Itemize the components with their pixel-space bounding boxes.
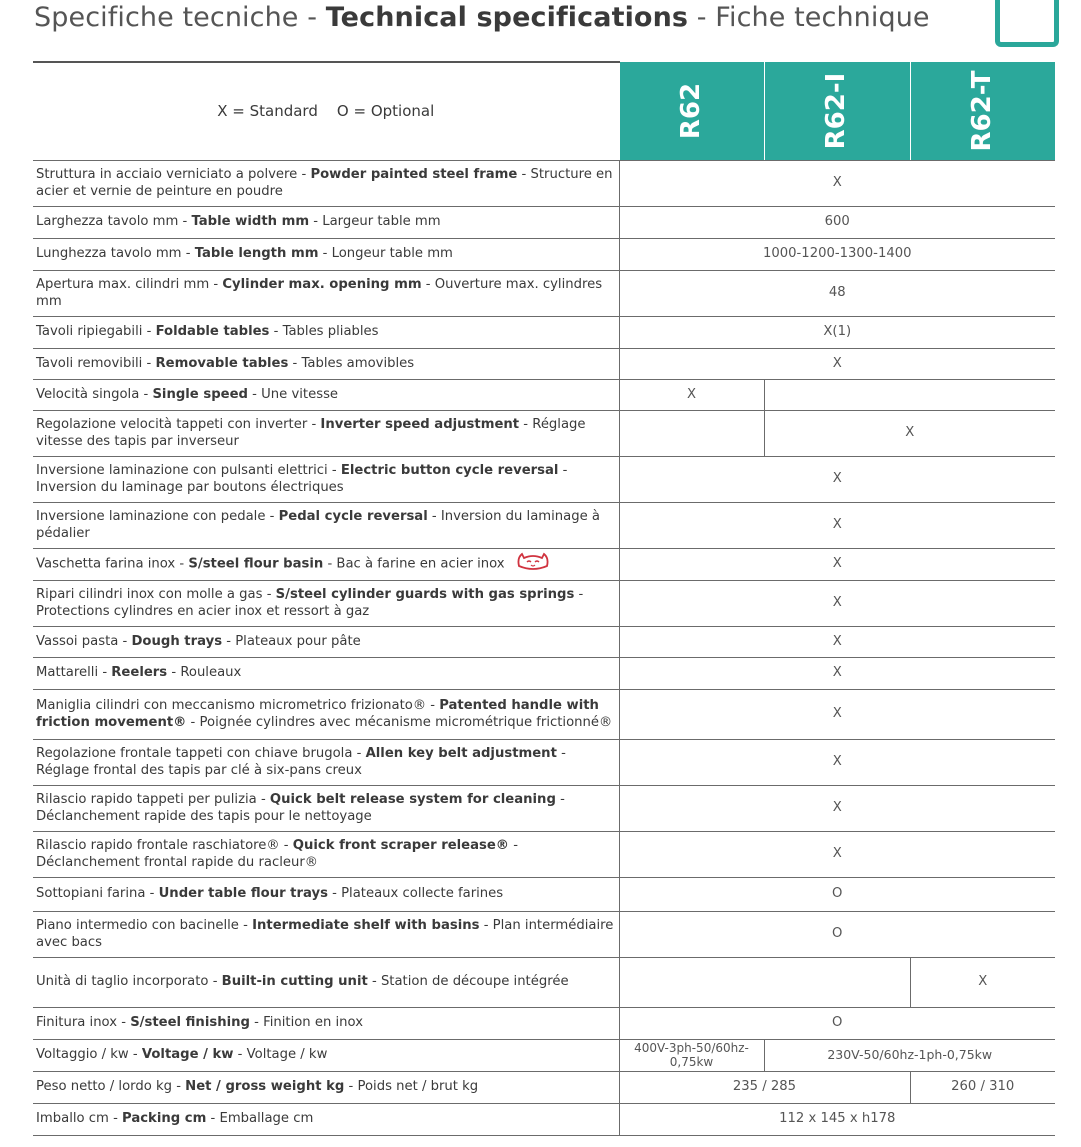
row-description: Sottopiani farina - Under table flour trays - Plateaux collecte farines [33,877,619,911]
row-value: X [619,657,1055,689]
spec-table [33,61,1055,1136]
table-row [33,626,1055,657]
row-value: X [619,502,1055,548]
row-value [619,410,764,456]
table-row [33,502,1055,548]
model-header-r62-t: R62-T [910,62,1055,160]
row-value: X [619,689,1055,739]
row-value [764,379,1055,410]
corner-decoration [995,0,1059,47]
table-header-row [33,62,1055,160]
model-header-r62-i: R62-I [764,62,910,160]
table-row [33,831,1055,877]
row-value: X [619,456,1055,502]
row-description: Larghezza tavolo mm - Table width mm - Largeur table mm [33,206,619,238]
row-value: 230V-50/60hz-1ph-0,75kw [764,1039,1055,1071]
table-row [33,238,1055,270]
row-value: O [619,877,1055,911]
table-row [33,348,1055,379]
row-description: Piano intermedio con bacinelle - Intermediate shelf with basins - Plan intermédiaire avec bacs [33,911,619,957]
row-value: X [619,348,1055,379]
table-row [33,580,1055,626]
row-value: O [619,911,1055,957]
table-row [33,1007,1055,1039]
table-row [33,689,1055,739]
row-description: Apertura max. cilindri mm - Cylinder max. opening mm - Ouverture max. cylindres mm [33,270,619,316]
table-row [33,548,1055,580]
legend-cell: X = Standard O = Optional [33,62,619,160]
row-value: X [619,160,1055,206]
model-header-r62: R62 [619,62,764,160]
table-row [33,957,1055,1007]
row-description: Tavoli removibili - Removable tables - Tables amovibles [33,348,619,379]
row-description: Unità di taglio incorporato - Built-in cutting unit - Station de découpe intégrée [33,957,619,1007]
row-value: X [619,785,1055,831]
row-value: X [619,379,764,410]
row-description: Maniglia cilindri con meccanismo micrometrico frizionato® - Patented handle with friction movement® - Poignée cylindres avec mécanisme micrométrique frictionné® [33,689,619,739]
table-row [33,316,1055,348]
row-description: Imballo cm - Packing cm - Emballage cm [33,1103,619,1135]
table-row [33,739,1055,785]
row-description: Rilascio rapido frontale raschiatore® - Quick front scraper release® - Déclanchement frontal rapide du racleur® [33,831,619,877]
row-value [619,957,910,1007]
row-description: Regolazione frontale tappeti con chiave brugola - Allen key belt adjustment - Réglage frontal des tapis par clé à six-pans creux [33,739,619,785]
table-row [33,877,1055,911]
row-description: Lunghezza tavolo mm - Table length mm - Longeur table mm [33,238,619,270]
row-description: Ripari cilindri inox con molle a gas - S/steel cylinder guards with gas springs - Protections cylindres en acier inox et ressort à gaz [33,580,619,626]
row-value: O [619,1007,1055,1039]
row-description: Velocità singola - Single speed - Une vitesse [33,379,619,410]
table-row [33,1103,1055,1135]
row-value: X [619,831,1055,877]
row-description: Struttura in acciaio verniciato a polvere - Powder painted steel frame - Structure en acier et vernie de peinture en poudre [33,160,619,206]
table-row [33,456,1055,502]
row-value: X [619,580,1055,626]
row-value: 1000-1200-1300-1400 [619,238,1055,270]
row-value: X(1) [619,316,1055,348]
row-description: Peso netto / lordo kg - Net / gross weight kg - Poids net / brut kg [33,1071,619,1103]
row-description: Tavoli ripiegabili - Foldable tables - Tables pliables [33,316,619,348]
cat-icon [515,551,551,576]
row-value: 400V-3ph-50/60hz-0,75kw [619,1039,764,1071]
table-row [33,1071,1055,1103]
row-description: Vaschetta farina inox - S/steel flour basin - Bac à farine en acier inox [33,548,619,580]
row-description: Inversione laminazione con pulsanti elettrici - Electric button cycle reversal - Inversion du laminage par boutons électriques [33,456,619,502]
row-description: Inversione laminazione con pedale - Pedal cycle reversal - Inversion du laminage à pédalier [33,502,619,548]
row-value: 260 / 310 [910,1071,1055,1103]
row-value: X [619,548,1055,580]
row-value: 48 [619,270,1055,316]
row-description: Regolazione velocità tappeti con inverter - Inverter speed adjustment - Réglage vitesse des tapis par inverseur [33,410,619,456]
row-value: X [619,739,1055,785]
row-value: 112 x 145 x h178 [619,1103,1055,1135]
row-value: X [619,626,1055,657]
row-description: Vassoi pasta - Dough trays - Plateaux pour pâte [33,626,619,657]
table-row [33,379,1055,410]
table-row [33,657,1055,689]
row-value: 600 [619,206,1055,238]
table-row [33,206,1055,238]
row-description: Finitura inox - S/steel finishing - Finition en inox [33,1007,619,1039]
row-value: X [764,410,1055,456]
page-title: Specifiche tecniche - Technical specifications - Fiche technique [34,2,930,33]
table-row [33,160,1055,206]
row-description: Mattarelli - Reelers - Rouleaux [33,657,619,689]
table-row [33,911,1055,957]
row-description: Voltaggio / kw - Voltage / kw - Voltage / kw [33,1039,619,1071]
table-row [33,1039,1055,1071]
row-value: X [910,957,1055,1007]
table-row [33,270,1055,316]
row-description: Rilascio rapido tappeti per pulizia - Quick belt release system for cleaning - Déclanchement rapide des tapis pour le nettoyage [33,785,619,831]
table-row [33,785,1055,831]
row-value: 235 / 285 [619,1071,910,1103]
table-row [33,410,1055,456]
